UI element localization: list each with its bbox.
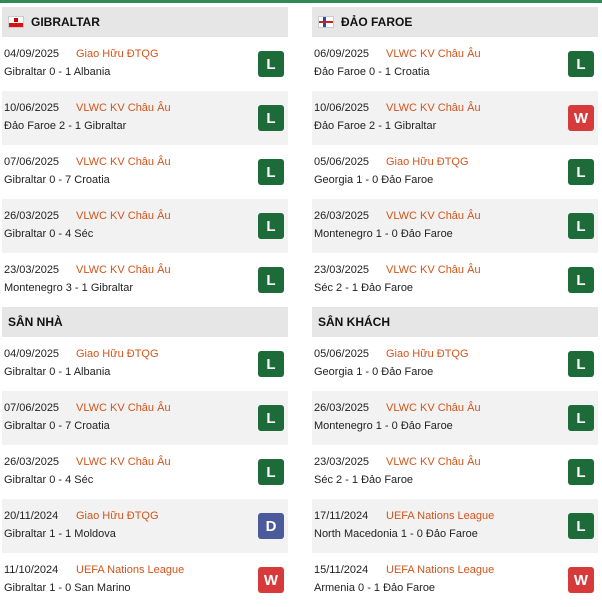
result-badge: W	[568, 567, 594, 593]
match-score: Đảo Faroe 0 - 1 Croatia	[314, 66, 430, 78]
left-column	[2, 7, 288, 607]
match-row[interactable]	[312, 337, 598, 391]
result-badge: L	[568, 213, 594, 239]
gibraltar-match-list	[2, 37, 288, 307]
match-date: 23/03/2025	[4, 264, 60, 276]
match-date: 07/06/2025	[4, 402, 60, 414]
match-score: Gibraltar 1 - 0 San Marino	[4, 582, 131, 594]
match-score: Gibraltar 1 - 1 Moldova	[4, 528, 116, 540]
competition-link[interactable]: VLWC KV Châu Âu	[386, 210, 481, 222]
result-badge: L	[258, 459, 284, 485]
competition-link[interactable]: VLWC KV Châu Âu	[386, 102, 481, 114]
match-row[interactable]	[312, 391, 598, 445]
match-row[interactable]	[2, 337, 288, 391]
top-accent-line	[0, 0, 602, 3]
right-column	[312, 7, 598, 607]
competition-link[interactable]: VLWC KV Châu Âu	[386, 264, 481, 276]
result-badge: D	[258, 513, 284, 539]
match-score: North Macedonia 1 - 0 Đảo Faroe	[314, 528, 478, 540]
result-badge: W	[568, 105, 594, 131]
result-badge: L	[568, 459, 594, 485]
result-badge: L	[258, 105, 284, 131]
match-date: 17/11/2024	[314, 510, 369, 522]
away-header	[312, 307, 598, 337]
result-badge: L	[568, 159, 594, 185]
competition-link[interactable]: UEFA Nations League	[386, 564, 495, 576]
match-score: Gibraltar 0 - 4 Séc	[4, 474, 94, 486]
home-match-list	[2, 337, 288, 607]
match-row[interactable]	[2, 253, 288, 307]
match-date: 20/11/2024	[4, 510, 59, 522]
match-score: Gibraltar 0 - 1 Albania	[4, 366, 111, 378]
result-badge: L	[568, 51, 594, 77]
competition-link[interactable]: VLWC KV Châu Âu	[386, 456, 481, 468]
competition-link[interactable]: UEFA Nations League	[386, 510, 495, 522]
result-badge: L	[258, 159, 284, 185]
faroe-match-list	[312, 37, 598, 307]
match-row[interactable]	[2, 391, 288, 445]
competition-link[interactable]: UEFA Nations League	[76, 564, 185, 576]
competition-link[interactable]: VLWC KV Châu Âu	[76, 102, 171, 114]
match-row[interactable]	[312, 145, 598, 199]
competition-link[interactable]: Giao Hữu ĐTQG	[386, 348, 469, 360]
gibraltar-flag-icon	[8, 16, 24, 28]
match-date: 10/06/2025	[4, 102, 60, 114]
match-date: 04/09/2025	[4, 348, 60, 360]
match-date: 26/03/2025	[4, 210, 60, 222]
gibraltar-title: GIBRALTAR	[31, 15, 100, 29]
match-score: Séc 2 - 1 Đảo Faroe	[314, 282, 414, 294]
competition-link[interactable]: VLWC KV Châu Âu	[386, 402, 481, 414]
match-date: 11/10/2024	[4, 564, 59, 576]
match-row[interactable]	[312, 91, 598, 145]
match-date: 26/03/2025	[314, 210, 370, 222]
match-score: Gibraltar 0 - 4 Séc	[4, 228, 94, 240]
competition-link[interactable]: Giao Hữu ĐTQG	[76, 348, 159, 360]
match-date: 06/09/2025	[314, 48, 370, 60]
match-score: Montenegro 3 - 1 Gibraltar	[4, 282, 134, 294]
match-row[interactable]	[2, 499, 288, 553]
match-date: 15/11/2024	[314, 564, 369, 576]
match-date: 26/03/2025	[314, 402, 370, 414]
competition-link[interactable]: VLWC KV Châu Âu	[76, 156, 171, 168]
match-score: Đảo Faroe 2 - 1 Gibraltar	[314, 120, 437, 132]
match-date: 07/06/2025	[4, 156, 60, 168]
match-row[interactable]	[312, 553, 598, 607]
gibraltar-header	[2, 7, 288, 37]
competition-link[interactable]: VLWC KV Châu Âu	[76, 210, 171, 222]
result-badge: L	[568, 351, 594, 377]
result-badge: L	[258, 51, 284, 77]
faroe-header	[312, 7, 598, 37]
home-header	[2, 307, 288, 337]
match-date: 05/06/2025	[314, 156, 370, 168]
match-date: 23/03/2025	[314, 456, 370, 468]
competition-link[interactable]: Giao Hữu ĐTQG	[76, 48, 159, 60]
home-title: SÂN NHÀ	[8, 315, 63, 329]
result-badge: L	[258, 213, 284, 239]
match-row[interactable]	[2, 145, 288, 199]
match-date: 10/06/2025	[314, 102, 370, 114]
result-badge: L	[568, 267, 594, 293]
match-row[interactable]	[2, 199, 288, 253]
result-badge: L	[568, 405, 594, 431]
match-score: Gibraltar 0 - 7 Croatia	[4, 174, 110, 186]
match-score: Séc 2 - 1 Đảo Faroe	[314, 474, 414, 486]
match-date: 23/03/2025	[314, 264, 370, 276]
away-title: SÂN KHÁCH	[318, 315, 390, 329]
away-match-list	[312, 337, 598, 607]
match-date: 05/06/2025	[314, 348, 370, 360]
match-score: Armenia 0 - 1 Đảo Faroe	[314, 582, 436, 594]
match-score: Gibraltar 0 - 7 Croatia	[4, 420, 110, 432]
result-badge: L	[258, 405, 284, 431]
match-row[interactable]	[312, 37, 598, 91]
competition-link[interactable]: VLWC KV Châu Âu	[76, 402, 171, 414]
match-row[interactable]	[2, 37, 288, 91]
result-badge: L	[568, 513, 594, 539]
faroe-flag-icon	[318, 16, 334, 28]
match-score: Georgia 1 - 0 Đảo Faroe	[314, 174, 434, 186]
faroe-title: ĐẢO FAROE	[341, 15, 413, 29]
result-badge: L	[258, 351, 284, 377]
match-row[interactable]	[2, 553, 288, 607]
match-row[interactable]	[312, 499, 598, 553]
match-row[interactable]	[2, 91, 288, 145]
match-date: 26/03/2025	[4, 456, 60, 468]
competition-link[interactable]: VLWC KV Châu Âu	[76, 264, 171, 276]
match-row[interactable]	[312, 445, 598, 499]
match-score: Montenegro 1 - 0 Đảo Faroe	[314, 228, 453, 240]
match-row[interactable]	[2, 445, 288, 499]
competition-link[interactable]: VLWC KV Châu Âu	[76, 456, 171, 468]
match-row[interactable]	[312, 253, 598, 307]
match-score: Gibraltar 0 - 1 Albania	[4, 66, 111, 78]
result-badge: L	[258, 267, 284, 293]
match-row[interactable]	[312, 199, 598, 253]
competition-link[interactable]: Giao Hữu ĐTQG	[76, 510, 159, 522]
match-score: Georgia 1 - 0 Đảo Faroe	[314, 366, 434, 378]
competition-link[interactable]: Giao Hữu ĐTQG	[386, 156, 469, 168]
competition-link[interactable]: VLWC KV Châu Âu	[386, 48, 481, 60]
match-score: Đảo Faroe 2 - 1 Gibraltar	[4, 120, 127, 132]
match-score: Montenegro 1 - 0 Đảo Faroe	[314, 420, 453, 432]
result-badge: W	[258, 567, 284, 593]
match-date: 04/09/2025	[4, 48, 60, 60]
